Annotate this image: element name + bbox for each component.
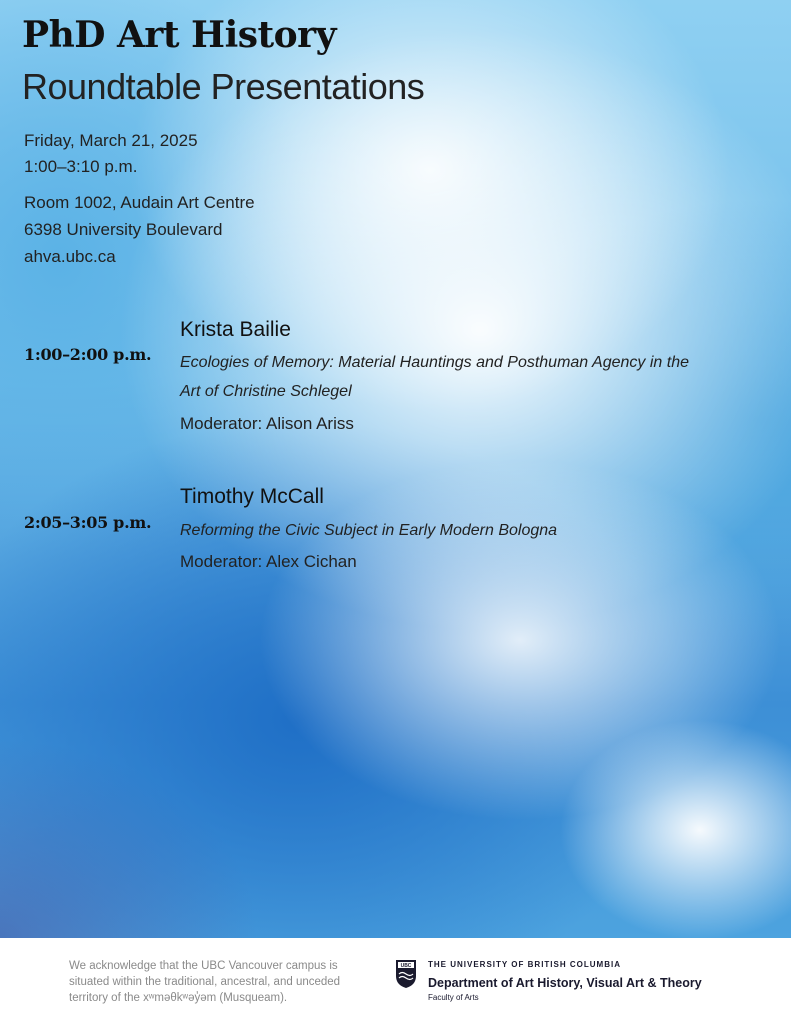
- faculty-name: Faculty of Arts: [428, 993, 479, 1002]
- event-address: 6398 University Boulevard: [24, 220, 223, 239]
- session-talk-title: [180, 348, 740, 406]
- session-time: 1:00–2:00 p.m.: [24, 345, 152, 364]
- event-date: Friday, March 21, 2025: [24, 131, 198, 150]
- talk-title-line: Reforming the Civic Subject in Early Modern Bologna: [180, 522, 558, 539]
- talk-title-line: Art of Christine Schlegel: [180, 383, 352, 400]
- crest-label: UBC: [400, 963, 412, 969]
- page-subtitle: Roundtable Presentations: [22, 66, 425, 107]
- university-name: THE UNIVERSITY OF BRITISH COLUMBIA: [428, 960, 621, 969]
- acknowledgement-line: territory of the xʷməθkʷəy̓əm (Musqueam).: [69, 992, 288, 1004]
- event-room: Room 1002, Audain Art Centre: [24, 193, 255, 212]
- session-presenter: Timothy McCall: [180, 485, 324, 508]
- ubc-crest-icon: [395, 959, 417, 989]
- session-presenter: Krista Bailie: [180, 318, 291, 341]
- session-time: 2:05–3:05 p.m.: [24, 513, 152, 532]
- page-title: PhD Art History: [22, 14, 337, 56]
- acknowledgement-line: situated within the traditional, ancestral, and unceded: [69, 976, 341, 988]
- department-name: Department of Art History, Visual Art & Theory: [428, 976, 702, 990]
- event-website[interactable]: ahva.ubc.ca: [24, 247, 116, 266]
- session-moderator: Moderator: Alex Cichan: [180, 552, 357, 571]
- session-talk-title: [180, 516, 740, 545]
- event-time: 1:00–3:10 p.m.: [24, 157, 138, 176]
- session-moderator: Moderator: Alison Ariss: [180, 414, 354, 433]
- talk-title-line: Ecologies of Memory: Material Hauntings and Posthuman Agency in the: [180, 354, 690, 371]
- land-acknowledgement: [69, 958, 369, 1006]
- acknowledgement-line: We acknowledge that the UBC Vancouver campus is: [69, 960, 338, 972]
